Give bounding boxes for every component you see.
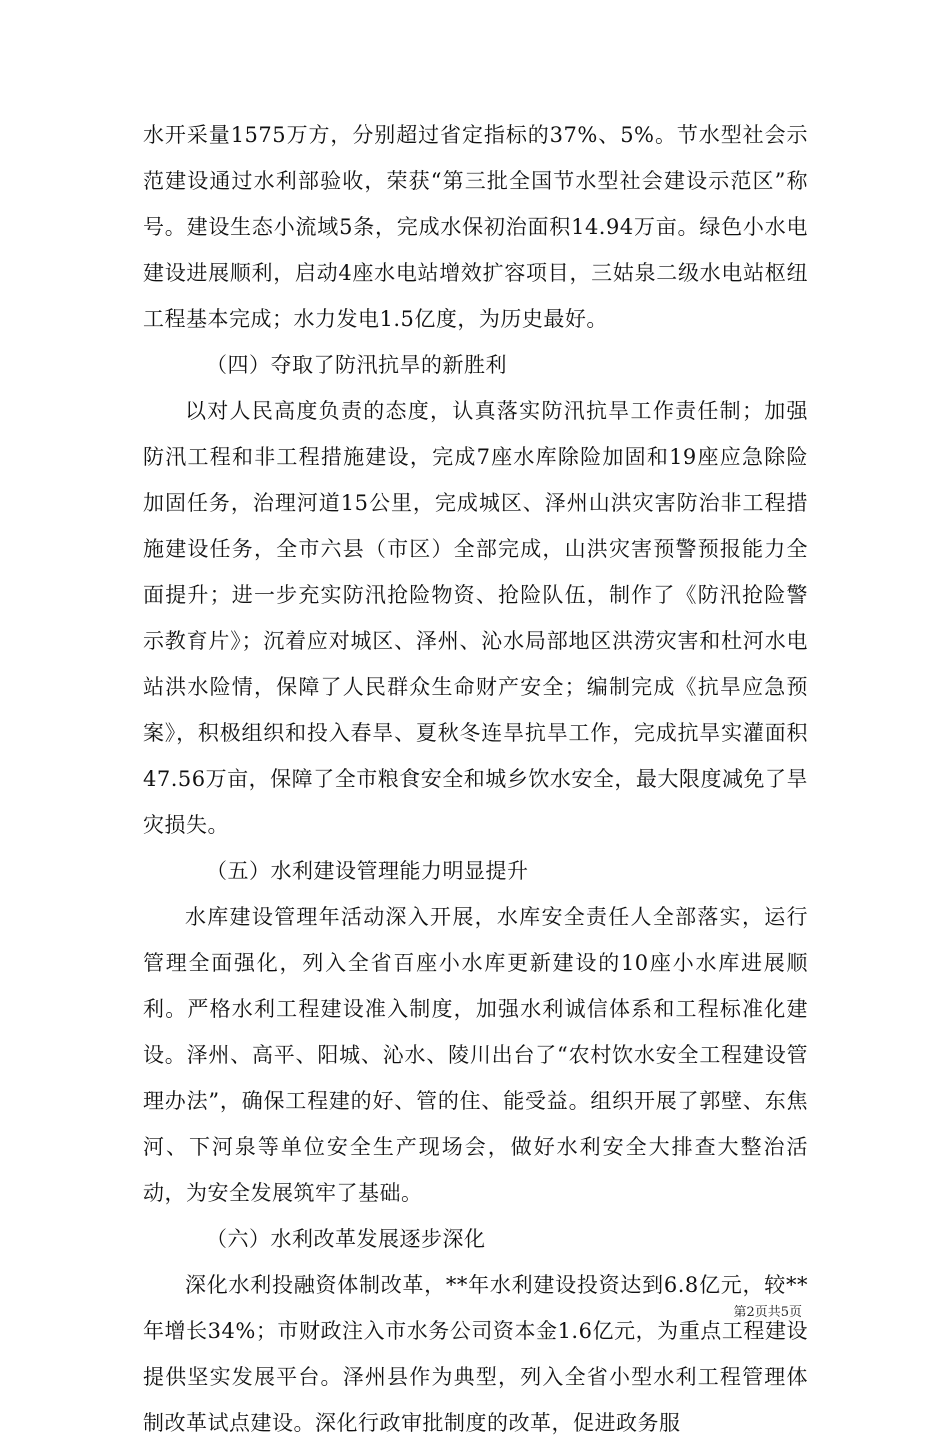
section-heading-construction-management: （五）水利建设管理能力明显提升 [206,859,529,883]
section-heading-reform: （六）水利改革发展逐步深化 [206,1227,486,1251]
document-body [143,112,808,1446]
page-number-footer: 第2页共5页 [733,1305,802,1320]
section-heading-flood-control: （四）夺取了防汛抗旱的新胜利 [206,353,507,377]
paragraph-reform: 深化水利投融资体制改革，**年水利建设投资达到6.8亿元，较**年增长34%；市财政注入市水务公司资本金1.6亿元，为重点工程建设提供坚实发展平台。泽州县作为典型，列入全省小型水利工程管理体制改革试点建设。深化行政审批制度的改革，促进政务服 [143,1273,808,1435]
paragraph-construction-management: 水库建设管理年活动深入开展，水库安全责任人全部落实，运行管理全面强化，列入全省百座小水库更新建设的10座小水库进展顺利。严格水利工程建设准入制度，加强水利诚信体系和工程标准化建设。泽州、高平、阳城、沁水、陵川出台了“农村饮水安全工程建设管理办法”，确保工程建的好、管的住、能受益。组织开展了郭壁、东焦河、下河泉等单位安全生产现场会，做好水利安全大排查大整治活动，为安全发展筑牢了基础。 [143,905,808,1205]
paragraph-water-saving: 水开采量1575万方，分别超过省定指标的37%、5%。节水型社会示范建设通过水利部验收，荣获“第三批全国节水型社会建设示范区”称号。建设生态小流域5条，完成水保初治面积14.94万亩。绿色小水电建设进展顺利，启动4座水电站增效扩容项目，三姑泉二级水电站枢纽工程基本完成；水力发电1.5亿度，为历史最好。 [143,123,808,331]
paragraph-flood-control: 以对人民高度负责的态度，认真落实防汛抗旱工作责任制；加强防汛工程和非工程措施建设，完成7座水库除险加固和19座应急除险加固任务，治理河道15公里，完成城区、泽州山洪灾害防治非工程措施建设任务，全市六县（市区）全部完成，山洪灾害预警预报能力全面提升；进一步充实防汛抢险物资、抢险队伍，制作了《防汛抢险警示教育片》；沉着应对城区、泽州、沁水局部地区洪涝灾害和杜河水电站洪水险情，保障了人民群众生命财产安全；编制完成《抗旱应急预案》，积极组织和投入春旱、夏秋冬连旱抗旱工作，完成抗旱实灌面积47.56万亩，保障了全市粮食安全和城乡饮水安全，最大限度减免了旱灾损失。 [143,399,808,837]
